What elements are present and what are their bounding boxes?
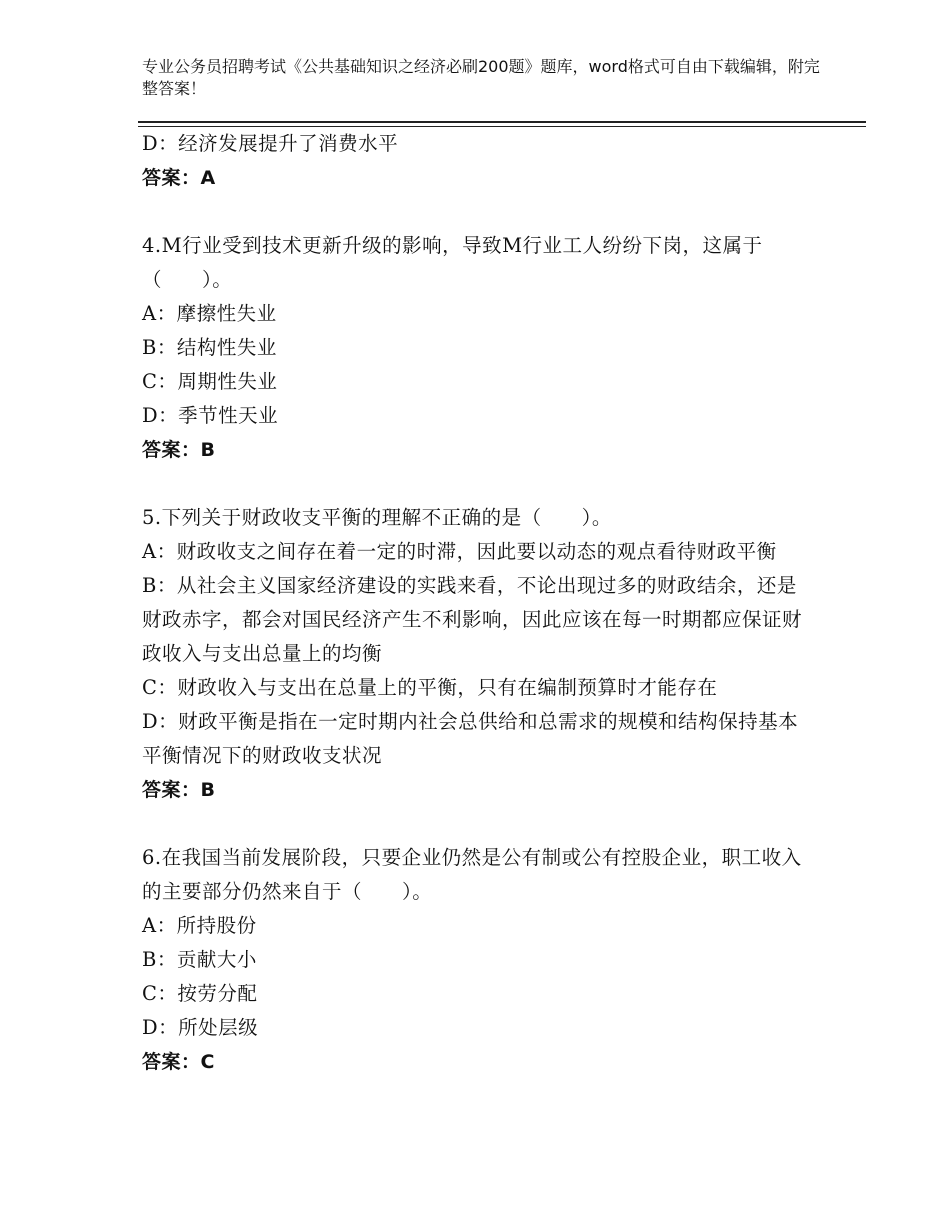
option-c: C：周期性失业	[142, 370, 278, 393]
option-b: B：从社会主义国家经济建设的实践来看，不论出现过多的财政结余，还是财政赤字，都会对国民经济产生不利影响，因此应该在每一时期都应保证财政收入与支出总量上的均衡	[142, 574, 803, 665]
prev-question-tail	[142, 127, 812, 195]
option-d: D：所处层级	[142, 1016, 259, 1039]
answer-line: 答案：C	[142, 1051, 215, 1073]
option-a: A：财政收支之间存在着一定的时滞，因此要以动态的观点看待财政平衡	[142, 540, 777, 563]
option-c: C：财政收入与支出在总量上的平衡，只有在编制预算时才能存在	[142, 676, 718, 699]
answer-line: 答案：B	[142, 439, 216, 461]
option-d: D：财政平衡是指在一定时期内社会总供给和总需求的规模和结构保持基本平衡情况下的财政收支状况	[142, 710, 799, 767]
question-stem: 5.下列关于财政收支平衡的理解不正确的是（ ）。	[142, 506, 612, 529]
option-a: A：摩擦性失业	[142, 302, 277, 325]
header-rule-thick	[138, 121, 866, 123]
answer-line: 答案：A	[142, 167, 216, 189]
option-a: A：所持股份	[142, 914, 257, 937]
option-b: B：贡献大小	[142, 948, 257, 971]
question-5	[142, 501, 812, 807]
question-stem: 4.M行业受到技术更新升级的影响，导致M行业工人纷纷下岗，这属于（ ）。	[142, 234, 763, 291]
option-b: B：结构性失业	[142, 336, 277, 359]
question-6	[142, 841, 812, 1079]
question-4	[142, 229, 812, 467]
page-header: 专业公务员招聘考试《公共基础知识之经济必刷200题》题库，word格式可自由下载编辑，附完整答案！	[142, 57, 820, 98]
option-d: D：经济发展提升了消费水平	[142, 132, 399, 155]
document-body	[142, 127, 812, 1079]
question-stem: 6.在我国当前发展阶段，只要企业仍然是公有制或公有控股企业，职工收入的主要部分仍然来自于（ ）。	[142, 846, 802, 903]
option-c: C：按劳分配	[142, 982, 258, 1005]
option-d: D：季节性天业	[142, 404, 279, 427]
answer-line: 答案：B	[142, 779, 216, 801]
